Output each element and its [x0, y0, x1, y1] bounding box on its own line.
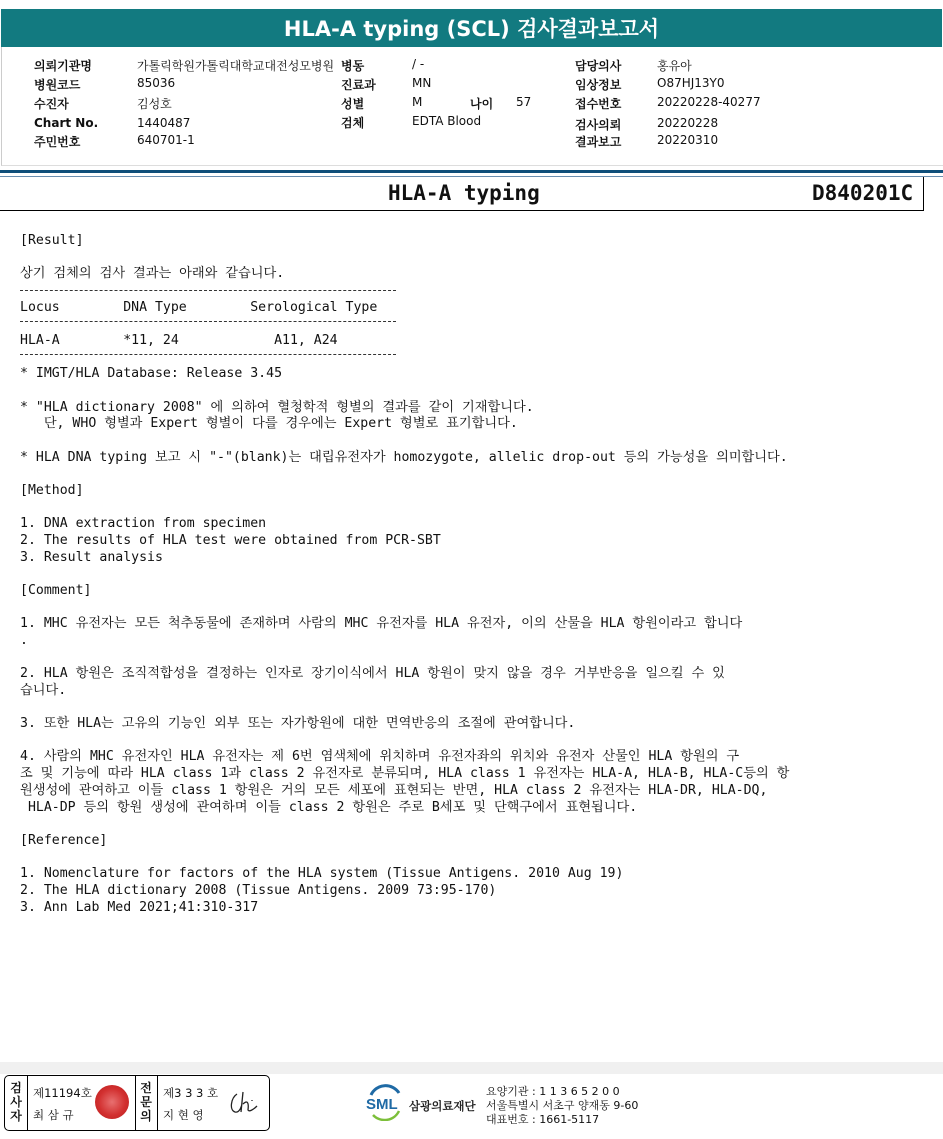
reference-item: 1. Nomenclature for factors of the HLA system (Tissue Antigens. 2010 Aug 19): [20, 866, 624, 881]
info-value: EDTA Blood: [412, 114, 482, 128]
info-value: 가톨릭학원가톨릭대학교대전성모병원: [137, 59, 335, 73]
title-edge: [923, 177, 924, 211]
info-value: 1440487: [137, 116, 191, 130]
org-name: 삼광의료재단: [409, 1099, 476, 1113]
result-intro: 상기 검체의 검사 결과는 아래와 같습니다.: [20, 266, 285, 281]
info-label: 병동: [341, 59, 365, 73]
specialist-cell: [157, 1076, 269, 1130]
examiner-label-cell: [5, 1076, 28, 1130]
examiner-cell: [27, 1076, 136, 1130]
info-value: 20220310: [657, 133, 719, 147]
examiner-label-char: 자: [10, 1109, 22, 1123]
info-value: 홍유아: [657, 59, 692, 73]
info-label: 검체: [341, 116, 365, 130]
table-rule: [20, 321, 396, 322]
info-value: 640701-1: [137, 133, 195, 147]
comment-line: 원생성에 관여하고 이들 class 1 항원은 거의 모든 세포에 표현되는 반면, HLA class 2 유전자는 HLA-DR, HLA-DQ,: [20, 783, 768, 798]
comment-line: 습니다.: [20, 683, 67, 698]
comment-line: .: [20, 633, 28, 648]
reference-item: 2. The HLA dictionary 2008 (Tissue Antigens. 2009 73:95-170): [20, 883, 497, 898]
patient-info-panel: [1, 47, 943, 166]
specialist-label-char: 전: [140, 1081, 152, 1095]
org-code: 요양기관 : 1 1 3 6 5 2 0 0: [486, 1085, 620, 1098]
info-label: 병원코드: [34, 78, 81, 92]
info-label: 담당의사: [575, 59, 622, 73]
specialist-label-char: 의: [140, 1109, 152, 1123]
sml-logo-text: SML: [366, 1096, 398, 1113]
info-value: 20220228: [657, 116, 719, 130]
comment-line: 4. 사람의 MHC 유전자인 HLA 유전자는 제 6번 염색체에 위치하며 유전자좌의 위치와 유전자 산물인 HLA 항원의 구: [20, 749, 740, 764]
result-note: * "HLA dictionary 2008" 에 의하여 혈청학적 형별의 결과를 같이 기재합니다.: [20, 400, 534, 415]
sml-logo-icon: [365, 1081, 405, 1121]
report-title: HLA-A typing (SCL) 검사결과보고서: [283, 17, 660, 41]
info-label: 성별: [341, 97, 365, 111]
info-value: 20220228-40277: [657, 95, 761, 109]
info-label: 의뢰기관명: [34, 59, 92, 73]
seal-stamp-icon: [95, 1085, 129, 1119]
info-value: MN: [412, 76, 432, 90]
specialist-label-cell: [135, 1076, 158, 1130]
specialist-name: 지 현 영: [163, 1108, 204, 1122]
info-value: M: [412, 95, 423, 109]
specialist-label-char: 문: [140, 1095, 152, 1109]
org-phone: 대표번호 : 1661-5117: [486, 1113, 600, 1126]
info-label: 진료과: [341, 78, 376, 92]
section-comment-heading: [Comment]: [20, 583, 92, 598]
header-divider: [0, 170, 943, 173]
handwritten-signature: [227, 1088, 263, 1118]
comment-line: HLA-DP 등의 항원 생성에 관여하며 이들 class 2 항원은 주로 B세포 및 단핵구에서 표현됩니다.: [20, 800, 638, 815]
method-item: 3. Result analysis: [20, 550, 163, 565]
specialist-license: 제3 3 3 호: [163, 1086, 219, 1100]
comment-line: 3. 또한 HLA는 고유의 기능인 외부 또는 자가항원에 대한 면역반응의 조절에 관여합니다.: [20, 716, 576, 731]
info-label: 수진자: [34, 97, 69, 111]
comment-line: 1. MHC 유전자는 모든 척추동물에 존재하며 사람의 MHC 유전자를 HLA 유전자, 이의 산물을 HLA 항원이라고 합니다: [20, 616, 743, 631]
result-note: 단, WHO 형별과 Expert 형별이 다를 경우에는 Expert 형별로 표기합니다.: [20, 416, 518, 431]
result-table-row: HLA-A *11, 24 A11, A24: [20, 333, 338, 348]
info-value: O87HJ13Y0: [657, 76, 725, 90]
info-value: / -: [412, 57, 425, 71]
test-code: D840201C: [812, 181, 914, 205]
org-address: 서울특별시 서초구 양재동 9-60: [486, 1099, 639, 1112]
section-result-heading: [Result]: [20, 233, 84, 248]
info-label: 임상정보: [575, 78, 622, 92]
signature-box: [4, 1075, 270, 1131]
info-value: 57: [516, 95, 532, 109]
result-note: * HLA DNA typing 보고 시 "-"(blank)는 대립유전자가 homozygote, allelic drop-out 등의 가능성을 의미합니다.: [20, 450, 788, 465]
reference-item: 3. Ann Lab Med 2021;41:310-317: [20, 900, 259, 915]
test-title: HLA-A typing: [388, 181, 540, 205]
comment-line: 조 및 기능에 따라 HLA class 1과 class 2 유전자로 분류되며, HLA class 1 유전자는 HLA-A, HLA-B, HLA-C등의 항: [20, 766, 790, 781]
info-value: 김성호: [137, 97, 172, 111]
method-item: 2. The results of HLA test were obtained from PCR-SBT: [20, 533, 441, 548]
examiner-name: 최 삼 규: [33, 1108, 74, 1122]
section-reference-heading: [Reference]: [20, 833, 108, 848]
result-table-header: Locus DNA Type Serological Type: [20, 300, 378, 315]
info-label: 결과보고: [575, 135, 622, 149]
section-method-heading: [Method]: [20, 483, 84, 498]
footer-band: [0, 1062, 943, 1074]
method-item: 1. DNA extraction from specimen: [20, 516, 267, 531]
title-underline: [0, 210, 924, 211]
info-label: 검사의뢰: [575, 118, 622, 132]
comment-line: 2. HLA 항원은 조직적합성을 결정하는 인자로 장기이식에서 HLA 항원이 맞지 않을 경우 거부반응을 일으킬 수 있: [20, 666, 725, 681]
table-rule: [20, 354, 396, 355]
info-label: 나이: [470, 97, 494, 111]
examiner-license: 제11194호: [33, 1086, 92, 1100]
header-divider-thin: [0, 176, 943, 177]
info-label: 접수번호: [575, 97, 622, 111]
table-rule: [20, 290, 396, 291]
info-label: 주민번호: [34, 135, 81, 149]
examiner-label-char: 사: [10, 1095, 22, 1109]
result-note: * IMGT/HLA Database: Release 3.45: [20, 366, 283, 381]
examiner-label-char: 검: [10, 1081, 22, 1095]
report-header: [1, 9, 942, 47]
info-value: 85036: [137, 76, 176, 90]
info-label: Chart No.: [34, 116, 99, 130]
